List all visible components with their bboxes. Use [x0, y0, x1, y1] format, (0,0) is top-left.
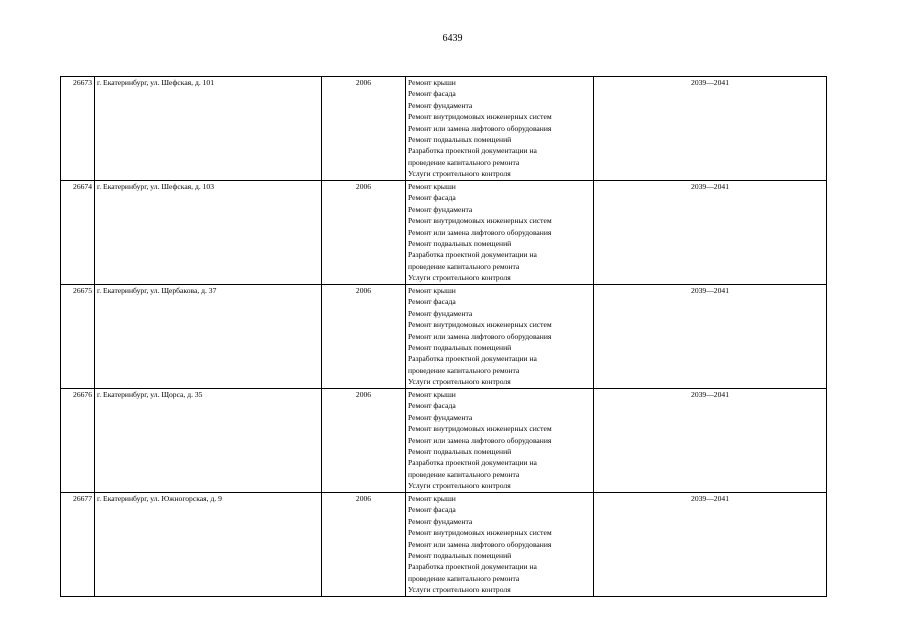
row-work-list	[406, 389, 594, 493]
work-item: Разработка проектной документации на	[408, 458, 537, 468]
work-item: проведение капитального ремонта	[408, 469, 520, 479]
row-address: г. Екатеринбург, ул. Южногорская, д. 9	[95, 493, 322, 597]
work-item: Ремонт фасада	[408, 297, 456, 307]
work-item: Ремонт внутридомовых инженерных систем	[408, 320, 552, 330]
work-item: Услуги строительного контроля	[408, 585, 511, 595]
row-period: 2039—2041	[594, 285, 827, 389]
work-item: Ремонт подвальных помещений	[408, 135, 512, 145]
work-item: Ремонт подвальных помещений	[408, 551, 512, 561]
work-item: Ремонт фундамента	[408, 412, 473, 422]
work-item: проведение капитального ремонта	[408, 365, 520, 375]
registry-body	[61, 77, 827, 597]
row-work-list	[406, 77, 594, 181]
work-item: Ремонт подвальных помещений	[408, 239, 512, 249]
table-row	[61, 181, 827, 285]
row-year: 2006	[322, 181, 406, 285]
row-year: 2006	[322, 493, 406, 597]
work-item: Ремонт внутридомовых инженерных систем	[408, 216, 552, 226]
work-item: Ремонт фундамента	[408, 100, 473, 110]
work-item: Услуги строительного контроля	[408, 169, 511, 179]
work-item: Ремонт внутридомовых инженерных систем	[408, 424, 552, 434]
row-year: 2006	[322, 389, 406, 493]
row-year: 2006	[322, 285, 406, 389]
work-item: Ремонт подвальных помещений	[408, 447, 512, 457]
work-item: Ремонт внутридомовых инженерных систем	[408, 112, 552, 122]
work-item: Услуги строительного контроля	[408, 377, 511, 387]
work-item: Ремонт или замена лифтового оборудования	[408, 123, 552, 133]
work-item: Ремонт или замена лифтового оборудования	[408, 331, 552, 341]
work-item: Ремонт крыши	[408, 78, 456, 87]
row-number: 26677	[61, 493, 95, 597]
work-item: Ремонт или замена лифтового оборудования	[408, 539, 552, 549]
work-item: Ремонт или замена лифтового оборудования	[408, 227, 552, 237]
work-item: Разработка проектной документации на	[408, 562, 537, 572]
work-item: Ремонт фасада	[408, 401, 456, 411]
table-row	[61, 493, 827, 597]
work-item: Ремонт крыши	[408, 390, 456, 399]
row-work-list	[406, 493, 594, 597]
work-item: Услуги строительного контроля	[408, 273, 511, 283]
work-item: Ремонт фундамента	[408, 308, 473, 318]
row-address: г. Екатеринбург, ул. Шефская, д. 101	[95, 77, 322, 181]
work-item: Ремонт внутридомовых инженерных систем	[408, 528, 552, 538]
work-item: Ремонт фундамента	[408, 204, 473, 214]
row-number: 26676	[61, 389, 95, 493]
work-item: Разработка проектной документации на	[408, 146, 537, 156]
work-item: Разработка проектной документации на	[408, 354, 537, 364]
row-work-list	[406, 181, 594, 285]
row-number: 26674	[61, 181, 95, 285]
row-number: 26673	[61, 77, 95, 181]
row-period: 2039—2041	[594, 77, 827, 181]
row-period: 2039—2041	[594, 181, 827, 285]
table-row	[61, 285, 827, 389]
row-address: г. Екатеринбург, ул. Щорса, д. 35	[95, 389, 322, 493]
row-address: г. Екатеринбург, ул. Шефская, д. 103	[95, 181, 322, 285]
table-row	[61, 389, 827, 493]
work-item: проведение капитального ремонта	[408, 573, 520, 583]
work-item: Ремонт фасада	[408, 505, 456, 515]
work-item: проведение капитального ремонта	[408, 157, 520, 167]
work-item: Ремонт фасада	[408, 89, 456, 99]
row-period: 2039—2041	[594, 493, 827, 597]
registry-table	[60, 76, 827, 597]
row-period: 2039—2041	[594, 389, 827, 493]
work-item: Ремонт крыши	[408, 494, 456, 503]
work-item: Разработка проектной документации на	[408, 250, 537, 260]
page-number: 6439	[442, 33, 463, 44]
row-year: 2006	[322, 77, 406, 181]
work-item: Услуги строительного контроля	[408, 481, 511, 491]
work-item: Ремонт крыши	[408, 286, 456, 295]
work-item: Ремонт подвальных помещений	[408, 343, 512, 353]
row-work-list	[406, 285, 594, 389]
work-item: Ремонт фасада	[408, 193, 456, 203]
work-item: Ремонт или замена лифтового оборудования	[408, 435, 552, 445]
row-number: 26675	[61, 285, 95, 389]
work-item: Ремонт фундамента	[408, 516, 473, 526]
work-item: Ремонт крыши	[408, 182, 456, 191]
table-row	[61, 77, 827, 181]
row-address: г. Екатеринбург, ул. Щербакова, д. 37	[95, 285, 322, 389]
work-item: проведение капитального ремонта	[408, 261, 520, 271]
